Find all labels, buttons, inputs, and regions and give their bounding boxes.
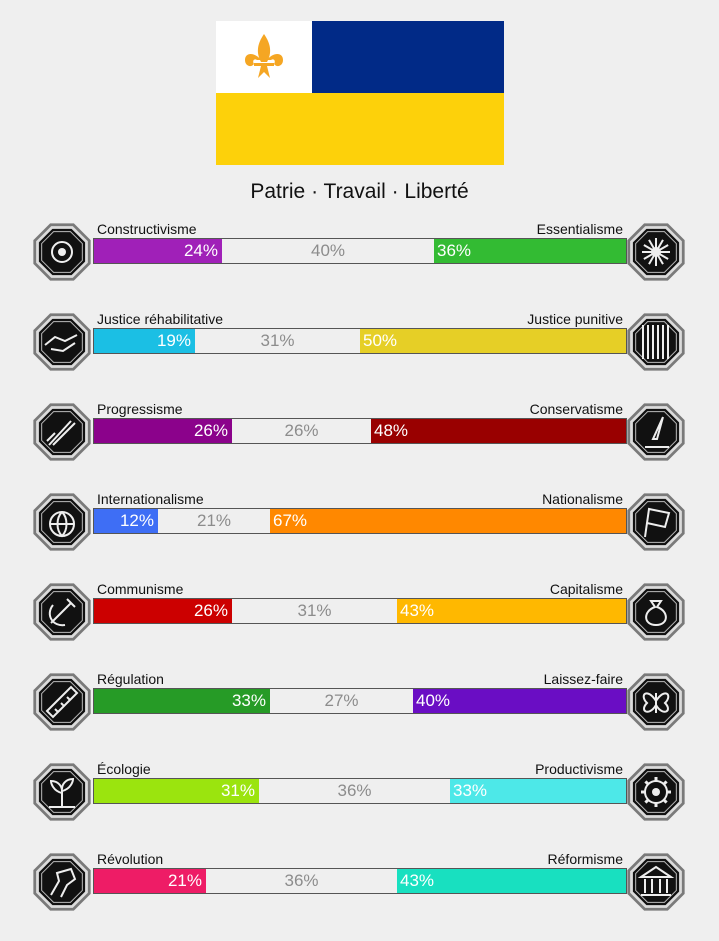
left-segment [94,329,195,353]
score-bar [93,778,627,804]
rocket-icon [31,401,93,463]
right-value: 43% [400,601,435,620]
flag-field-top [312,21,504,93]
middle-segment [270,689,413,713]
score-bar [93,418,627,444]
right-value: 50% [363,331,398,350]
middle-segment [222,239,434,263]
right-value: 48% [374,421,409,440]
left-label: Progressisme [97,401,183,417]
score-bar [93,868,627,894]
hammer-sickle-icon [31,581,93,643]
middle-value: 21% [196,511,232,530]
middle-value: 31% [260,331,295,350]
left-value: 24% [183,241,218,260]
left-label: Communisme [97,581,184,597]
score-bar [93,598,627,624]
right-label: Nationalisme [542,491,623,507]
left-value: 33% [231,691,266,710]
right-segment [434,239,626,263]
gear-icon [625,761,687,823]
right-label: Productivisme [535,761,623,777]
left-label: Justice réhabilitative [97,311,224,327]
score-bar [93,508,627,534]
globe-icon [31,491,93,553]
motto: Patrie · Travail · Liberté [250,180,469,203]
right-label: Réformisme [547,851,623,867]
axis-row [0,311,719,401]
left-label: Révolution [97,851,164,867]
right-segment [270,509,626,533]
right-label: Essentialisme [536,221,623,237]
right-segment [450,779,626,803]
axis-row [0,671,719,761]
right-segment [360,329,626,353]
left-segment [94,689,270,713]
right-segment [397,599,626,623]
left-value: 19% [156,331,191,350]
right-value: 67% [273,511,308,530]
ruler-icon [31,671,93,733]
left-value: 31% [220,781,255,800]
left-label: Constructivisme [97,221,197,237]
right-label: Justice punitive [527,311,623,327]
left-segment [94,869,206,893]
right-value: 36% [437,241,472,260]
middle-segment [195,329,360,353]
middle-segment [158,509,270,533]
score-bar [93,238,627,264]
right-label: Laissez-faire [543,671,623,687]
left-label: Régulation [97,671,164,687]
right-segment [371,419,626,443]
right-segment [397,869,626,893]
middle-value: 27% [324,691,359,710]
middle-value: 36% [337,781,372,800]
middle-segment [232,599,397,623]
butterfly-icon [625,671,687,733]
middle-value: 31% [297,601,332,620]
left-segment [94,509,158,533]
middle-segment [206,869,397,893]
right-value: 43% [400,871,435,890]
flower-icon [625,221,687,283]
left-value: 26% [193,421,228,440]
sprout-icon [31,761,93,823]
middle-value: 26% [284,421,319,440]
handshake-icon [31,311,93,373]
left-segment [94,239,222,263]
right-segment [413,689,626,713]
axis-row [0,851,719,941]
axis-row [0,401,719,491]
temple-icon [625,851,687,913]
fist-icon [31,851,93,913]
left-segment [94,779,259,803]
axis-row [0,221,719,311]
left-value: 21% [167,871,202,890]
flag-icon [625,491,687,553]
axis-row [0,761,719,851]
left-label: Internationalisme [97,491,204,507]
left-label: Écologie [97,761,151,777]
quill-icon [625,401,687,463]
right-label: Conservatisme [529,401,623,417]
middle-segment [232,419,371,443]
middle-segment [259,779,450,803]
right-value: 33% [453,781,488,800]
middle-value: 36% [284,871,319,890]
flag [216,21,504,165]
eye-icon [31,221,93,283]
prison-bars-icon [625,311,687,373]
score-bar [93,688,627,714]
left-value: 12% [119,511,154,530]
right-value: 40% [416,691,451,710]
money-bag-icon [625,581,687,643]
axis-row [0,581,719,671]
left-segment [94,419,232,443]
middle-value: 40% [310,241,346,260]
score-bar [93,328,627,354]
right-label: Capitalisme [549,581,623,597]
left-segment [94,599,232,623]
axis-row [0,491,719,581]
left-value: 26% [193,601,228,620]
flag-field-bottom [216,93,504,165]
